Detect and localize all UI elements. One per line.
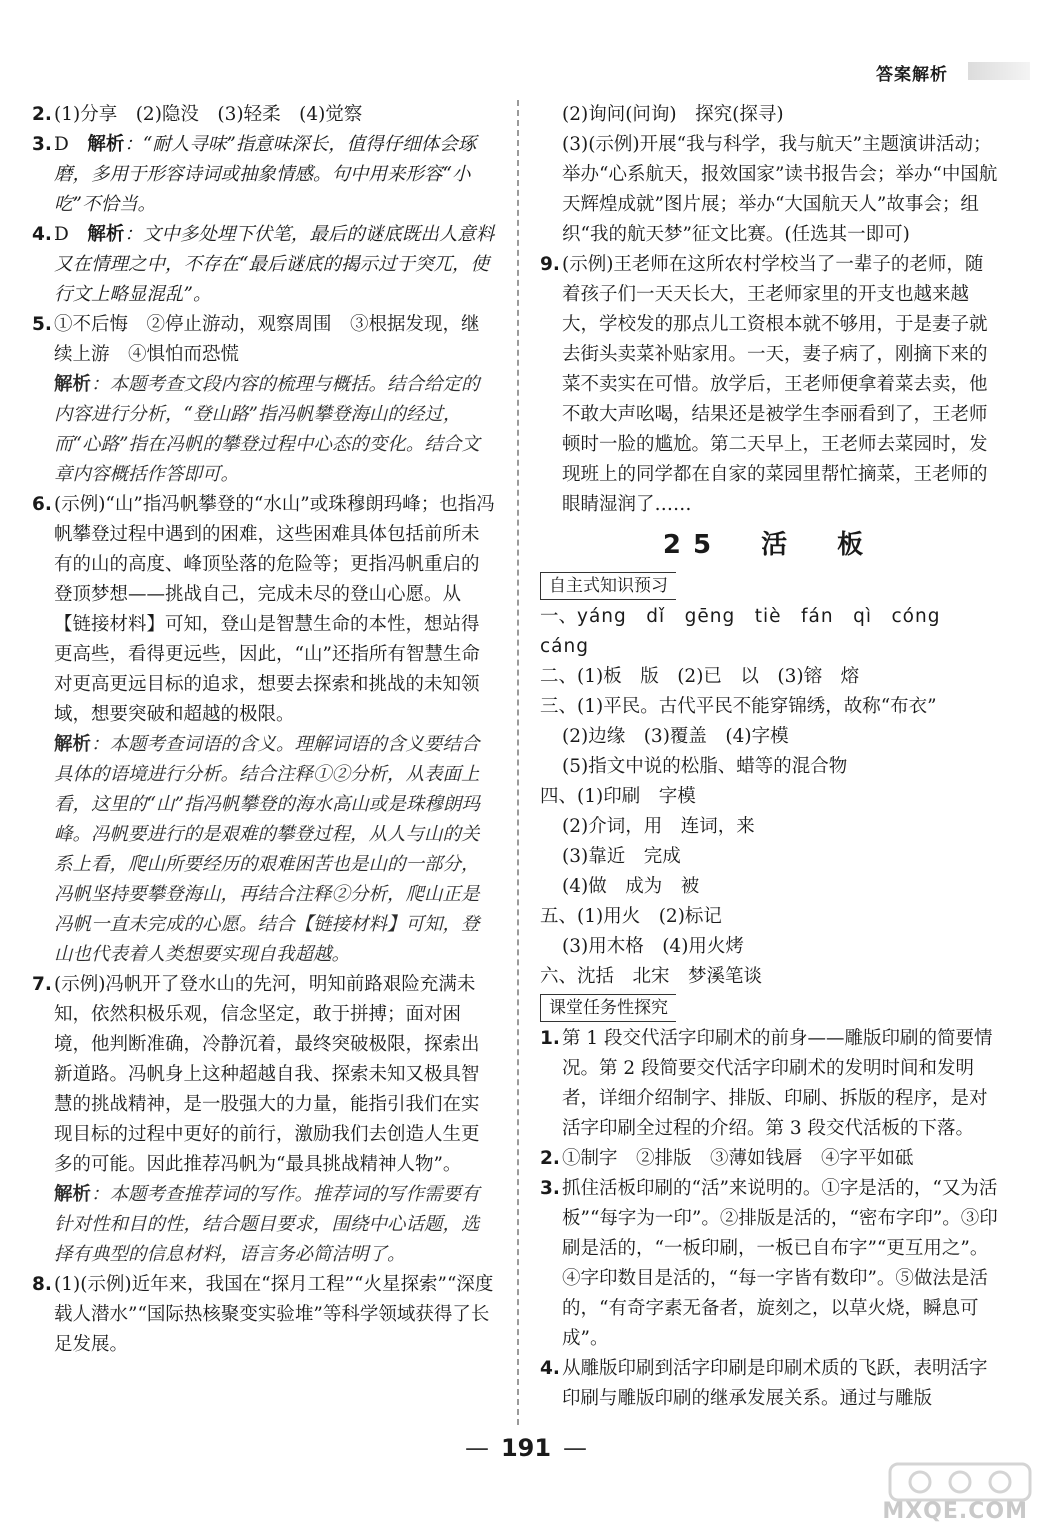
answer-text: 抓住活板印刷的“活”来说明的。①字是活的，“又为活板”“每字为一印”。②排版是活的，“密布字印”。③印刷是活的，“一板印刷，一板已自布字”“更互用之”。④字印数目是活的，“每一字皆有数印”。⑤做法是活的，“有奇字素无备者，旋刻之，以草火烧，瞬息可成”。 bbox=[562, 1178, 998, 1349]
question-number: 7. bbox=[32, 974, 52, 995]
answer-q9 bbox=[540, 250, 998, 520]
preview-line-5a: 五、(1)用火 (2)标记 bbox=[540, 906, 722, 927]
preview-line-5b: (3)用木格 (4)用火烤 bbox=[562, 936, 744, 957]
preview-line-4c: (3)靠近 完成 bbox=[562, 846, 681, 867]
analysis-q5 bbox=[32, 370, 497, 490]
question-number: 3. bbox=[32, 134, 52, 155]
question-number: 2. bbox=[540, 1148, 560, 1169]
answer-text: (示例)冯帆开了登水山的先河，明知前路艰险充满未知，依然积极乐观，信念坚定，敢于拼搏；面对困境，他判断准确，冷静沉着，最终突破极限，探索出新道路。冯帆身上这种超越自我、探索未知又极具智慧的挑战精神，是一股强大的力量，能指引我们在实现目标的过程中更好的前行，激励我们去创造人生更多的可能。因此推荐冯帆为“最具挑战精神人物”。 bbox=[54, 974, 480, 1175]
answer-q3 bbox=[32, 130, 497, 220]
answer-text: 第 1 段交代活字印刷术的前身——雕版印刷的简要情况。第 2 段简要交代活字印刷术的发明时间和发明者，详细介绍制字、排版、印刷、拆版的程序，是对活字印刷全过程的介绍。第 3 段交代活板的下落。 bbox=[562, 1028, 993, 1139]
answer-q8-part2: (2)询问(问询) 探究(探寻) bbox=[562, 104, 784, 125]
watermark bbox=[870, 1460, 1040, 1530]
line-label: 一、 bbox=[540, 606, 578, 627]
question-number: 2. bbox=[32, 104, 52, 125]
pinyin-answers: yáng dǐ gēng tiè fán qì cóng cáng bbox=[540, 606, 960, 657]
analysis-label: 解析 bbox=[54, 374, 92, 395]
answer-text: (1)(示例)近年来，我国在“探月工程”“火星探索”“深度载人潜水”“国际热核聚变实验堆”等科学领域获得了长足发展。 bbox=[54, 1274, 494, 1355]
analysis-q6 bbox=[32, 730, 497, 970]
answer-q6 bbox=[32, 490, 497, 730]
answer-q8-part3: (3)(示例)开展“我与科学，我与航天”主题演讲活动；举办“心系航天，报效国家”读书报告会；举办“中国航天辉煌成就”图片展；举办“大国航天人”故事会；组织“我的航天梦”征文比赛。(任选其一即可) bbox=[562, 134, 998, 245]
question-number: 3. bbox=[540, 1178, 560, 1199]
preview-line-3b: (2)边缘 (3)覆盖 (4)字模 bbox=[562, 726, 789, 747]
answer-text: ①制字 ②排版 ③薄如钱唇 ④字平如砥 bbox=[562, 1148, 914, 1169]
header-decoration-bar bbox=[968, 62, 1030, 80]
footer-dash-right: — bbox=[563, 1434, 588, 1462]
preview-line-4d: (4)做 成为 被 bbox=[562, 876, 700, 897]
exploration-q3 bbox=[540, 1174, 998, 1354]
analysis-label: 解析 bbox=[87, 224, 125, 245]
preview-line-4b: (2)介词，用 连词，来 bbox=[562, 816, 755, 837]
answer-text: ①不后悔 ②停止游动，观察周围 ③根据发现，继续上游 ④惧怕而恐慌 bbox=[54, 314, 480, 365]
header-tag: 答案解析 bbox=[876, 65, 948, 85]
analysis-text: ：本题考查推荐词的写作。推荐词的写作需要有针对性和目的性，结合题目要求，围绕中心话题，选择有典型的信息材料，语言务必简洁明了。 bbox=[54, 1184, 480, 1265]
preview-line-6: 六、沈括 北宋 梦溪笔谈 bbox=[540, 966, 763, 987]
left-column bbox=[32, 100, 497, 1360]
exploration-q1 bbox=[540, 1024, 998, 1144]
analysis-text: ：本题考查文段内容的梳理与概括。结合给定的内容进行分析，“登山路”指冯帆攀登海山的经过，而“心路”指在冯帆的攀登过程中心态的变化。结合文章内容概括作答即可。 bbox=[54, 374, 480, 485]
question-number: 5. bbox=[32, 314, 52, 335]
page-number-footer bbox=[0, 1434, 1052, 1462]
answer-text: (1)分享 (2)隐没 (3)轻柔 (4)觉察 bbox=[54, 104, 363, 125]
analysis-text: ：“耐人寻味”指意味深长，值得仔细体会琢磨，多用于形容诗词或抽象情感。句中用来形容“小吃”不恰当。 bbox=[54, 134, 477, 215]
lesson-title: 25 活 板 bbox=[662, 530, 876, 560]
right-column bbox=[540, 100, 998, 1414]
section-heading-exploration: 课堂任务性探究 bbox=[540, 994, 676, 1022]
answer-text: D bbox=[54, 134, 88, 155]
section-heading-preview: 自主式知识预习 bbox=[540, 572, 676, 600]
answer-text: (示例)“山”指冯帆攀登的“水山”或珠穆朗玛峰；也指冯帆攀登过程中遇到的困难，这些困难具体包括前所未有的山的高度、峰顶坠落的危险等；更指冯帆重启的登顶梦想——挑战自己，完成未尽的登山心愿。从【链接材料】可知，登山是智慧生命的本性，想站得更高些，看得更远些，因此，“山”还指所有智慧生命对更高更远目标的追求，想要去探索和挑战的未知领域，想要突破和超越的极限。 bbox=[54, 494, 495, 725]
analysis-label: 解析 bbox=[54, 1184, 92, 1205]
question-number: 6. bbox=[32, 494, 52, 515]
preview-line-4a: 四、(1)印刷 字模 bbox=[540, 786, 696, 807]
answer-text: (示例)王老师在这所农村学校当了一辈子的老师，随着孩子们一天天长大，王老师家里的开支也越来越大，学校发的那点儿工资根本就不够用，于是妻子就去街头卖菜补贴家用。一天，妻子病了，刚摘下来的菜不卖实在可惜。放学后，王老师便拿着菜去卖，他不敢大声吆喝，结果还是被学生李丽看到了，王老师顿时一脸的尴尬。第二天早上，王老师去菜园时，发现班上的同学都在自家的菜园里帮忙摘菜，王老师的眼睛湿润了…… bbox=[562, 254, 988, 515]
preview-line-1 bbox=[540, 602, 998, 662]
preview-line-2: 二、(1)板 版 (2)已 以 (3)镕 熔 bbox=[540, 666, 860, 687]
answer-q5 bbox=[32, 310, 497, 370]
question-number: 1. bbox=[540, 1028, 560, 1049]
question-number: 4. bbox=[32, 224, 52, 245]
question-number: 4. bbox=[540, 1358, 560, 1379]
column-divider bbox=[517, 100, 519, 1425]
preview-line-3c: (5)指文中说的松脂、蜡等的混合物 bbox=[562, 756, 848, 777]
analysis-text: ：文中多处埋下伏笔，最后的谜底既出人意料又在情理之中，不存在“最后谜底的揭示过于突兀，使行文上略显混乱”。 bbox=[54, 224, 495, 305]
answer-text: 从雕版印刷到活字印刷是印刷术质的飞跃，表明活字印刷与雕版印刷的继承发展关系。通过与雕版 bbox=[562, 1358, 988, 1409]
answer-q2 bbox=[32, 100, 497, 130]
answer-q8 bbox=[32, 1270, 497, 1360]
footer-dash-left: — bbox=[464, 1434, 489, 1462]
page-number: 191 bbox=[500, 1434, 552, 1462]
preview-line-3a: 三、(1)平民。古代平民不能穿锦绣，故称“布衣” bbox=[540, 696, 937, 717]
analysis-label: 解析 bbox=[54, 734, 92, 755]
exploration-q2 bbox=[540, 1144, 998, 1174]
analysis-q7 bbox=[32, 1180, 497, 1270]
question-number: 8. bbox=[32, 1274, 52, 1295]
answer-text: D bbox=[54, 224, 88, 245]
question-number: 9. bbox=[540, 254, 560, 275]
exploration-q4 bbox=[540, 1354, 998, 1414]
answer-q7 bbox=[32, 970, 497, 1180]
watermark-text: MXQE.COM bbox=[882, 1499, 1028, 1524]
answer-q4 bbox=[32, 220, 497, 310]
analysis-label: 解析 bbox=[87, 134, 125, 155]
analysis-text: ：本题考查词语的含义。理解词语的含义要结合具体的语境进行分析。结合注释①②分析，从表面上看，这里的“山”指冯帆攀登的海水高山或是珠穆朗玛峰。冯帆要进行的是艰难的攀登过程，从人与山的关系上看，爬山所要经历的艰难困苦也是山的一部分，冯帆坚持要攀登海山，再结合注释②分析，爬山正是冯帆一直未完成的心愿。结合【链接材料】可知，登山也代表着人类想要实现自我超越。 bbox=[54, 734, 480, 965]
